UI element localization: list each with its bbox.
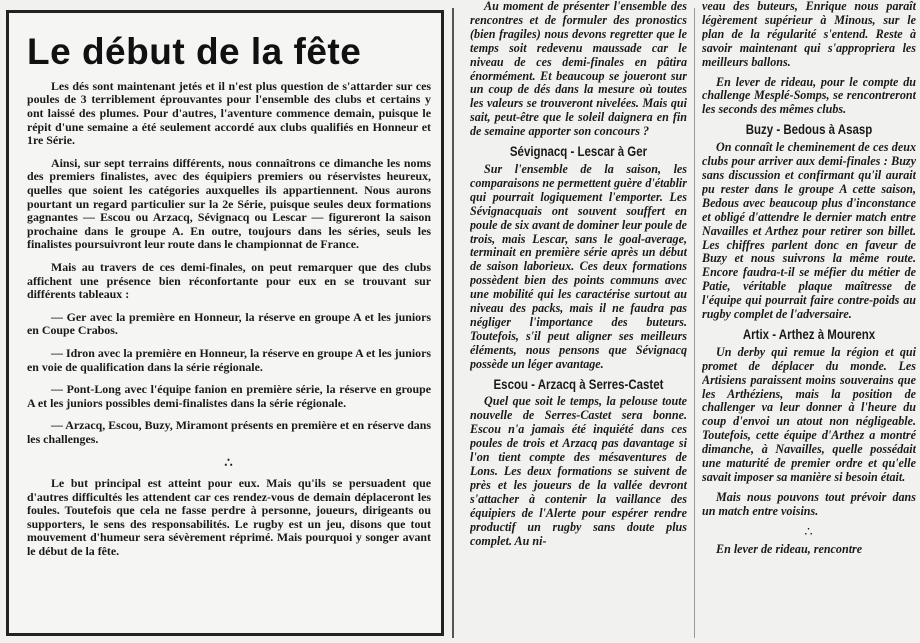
column-divider: [452, 8, 454, 638]
ornament: ∴: [224, 454, 234, 470]
continued-text: veau des buteurs, Enrique nous paraît légèrement supérieur à Minous, sur le plan de la régularité s'entend. Reste à savoir maintenant qui s'appropriera les meilleurs ballons.: [702, 0, 916, 69]
list-item: — Arzacq, Escou, Buzy, Miramont présents en première et en réserve dans les challenges.: [27, 418, 431, 446]
middle-column: [470, 0, 687, 643]
match-text: Un derby qui remue la région et qui promet de déplacer du monde. Les Artisiens paraissent moins souverains que les Arthéziens, mais la position de challenger va leur donner à l'heure du coup d'envoi un atout non négligeable. Toutefois, cette équipe d'Arthez a montré dimanche, à Navailles, quelle possédait une maturité de premier ordre et qu'elle savait imposer sa manière si besoin était.: [702, 344, 916, 484]
paragraph: Les dés sont maintenant jetés et il n'est plus question de s'attarder sur ces poules de 3 terriblement éprouvantes pour l'ensemble des clubs et certains y ont laissé des plumes. Pour d'autres, l'aventure commence demain, puisque le répit d'une semaine a été seulement accordé aux clubs qualifiés en Honneur et 1re Série.: [27, 78, 431, 148]
match-text: Quel que soit le temps, la pelouse toute nouvelle de Serres-Castet sera bonne. Escou n'a jamais été inquiété dans ces poules de trois et Arzacq pas davantage si l'on tient compte des mésaventures de Lons. Les deux formations se suivent de près et les joueurs de la vallée devront s'attacher à contenir la vaillance des équipiers de l'Alerte pour espérer rendre productif un rugby sans doute plus complet. Au ni-: [470, 394, 687, 548]
headline: Le début de la fête: [27, 31, 362, 72]
list-item: — Pont-Long avec l'équipe fanion en première série, la réserve en groupe A et les juniors possibles demi-finalistes dans la série régionale.: [27, 382, 431, 410]
match-heading: Buzy - Bedous à Asasp: [745, 121, 873, 138]
list-item: — Ger avec la première en Honneur, la réserve en groupe A et les juniors en Coupe Crabos.: [27, 309, 431, 338]
column-divider: [694, 8, 695, 638]
article-body: [9, 72, 441, 559]
intro-paragraph: Au moment de présenter l'ensemble des rencontres et de formuler des pronostics (bien fragiles) nous devons regretter que le temps soit redevenu maussade car le niveau de ces demi-finales en pâtira énormément. Et beaucoup se joueront sur un coup de dés dans la mesure où toutes les valeurs se trouveront nivelées. Mais qui sait, peut-être que le soleil daignera en fin de semaine apporter son concours ?: [470, 0, 687, 139]
boxed-article: [6, 10, 444, 636]
closing-paragraph: Le but principal est atteint pour eux. Mais qu'ils se persuadent que d'autres difficultés les attendent car ces rendez-vous de demain déplaceront les foules. Toutefois que cela ne fasse perdre à personne, joueurs, dirigeants ou supporters, le sens des responsabilités. Le rugby est un jeu, disons que tout mouvement d'humeur sera sévèrement réprimé. Mais pourquoi y songer avant le début de la fête.: [27, 476, 431, 559]
paragraph: Mais au travers de ces demi-finales, on peut remarquer que des clubs affichent une présence bien réconfortante pour eux en se trouvant sur différents tableaux :: [27, 259, 431, 302]
match-text: Sur l'ensemble de la saison, les comparaisons ne permettent guère d'établir qui pourrait logiquement l'emporter. Les Sévignacquais ont souvent souffert en poule de six avant de dominer leur poule de trois, mais Lescar, sans le goal-average, terminait en première série après un début de saison laborieux. Ces deux formations possèdent bien des points communs avec une mobilité qui les caractérise surtout au niveau des packs, mais il ne faudra pas négliger l'importance des buteurs. Toutefois, s'il peut aligner ses meilleurs éléments, nous pensons que Sévignacq possède un léger avantage.: [470, 161, 687, 371]
match-text: On connaît le cheminement de ces deux clubs pour arriver aux demi-finales : Buzy sans discussion et confirmant qu'il aurait pu rester dans le groupe A cette saison, Bedous avec beaucoup plus d'inconstance et obligé d'attendre le dernier match entre Navailles et Arthez pour retirer son billet. Les chiffres parlent donc en faveur de Buzy et nous suivrons la même route. Encore faudra-t-il se méfier du métier de Patie, véritable plaque maîtresse de l'équipe qui pourrait faire contre-poids au rugby complet de l'adversaire.: [702, 140, 916, 322]
curtain-raiser-text: En lever de rideau, pour le compte du challenge Mesplé-Somps, se rencontreront les seconds des mêmes clubs.: [702, 74, 916, 117]
right-column: [702, 0, 916, 643]
match-heading: Artix - Arthez à Mourenx: [742, 325, 876, 342]
paragraph: Ainsi, sur sept terrains différents, nous connaîtrons ce dimanche les noms des premiers finalistes, avec des équipiers premiers ou réservistes heureux, quelles que soient les catégories auxquelles ils appartiennent. Nous aurons pourtant un regard particulier sur la 2e Série, puisque seules deux formations gagnantes — Escou ou Arzacq, Sévignacq ou Lescar — figureront la saison prochaine dans le groupe A. En outre, toujours dans les séries, seuls les finalistes poursuivront leur route dans le championnat de France.: [27, 155, 431, 252]
curtain-raiser-text: En lever de rideau, rencontre: [716, 541, 863, 556]
list-item: — Idron avec la première en Honneur, la réserve en groupe A et les juniors en voie de qualification dans la série régionale.: [27, 345, 431, 374]
match-heading: Escou - Arzacq à Serres-Castet: [493, 375, 664, 392]
ornament: ∴: [804, 523, 814, 539]
match-text: Mais nous pouvons tout prévoir dans un match entre voisins.: [702, 489, 916, 518]
match-heading: Sévignacq - Lescar à Ger: [509, 143, 648, 160]
